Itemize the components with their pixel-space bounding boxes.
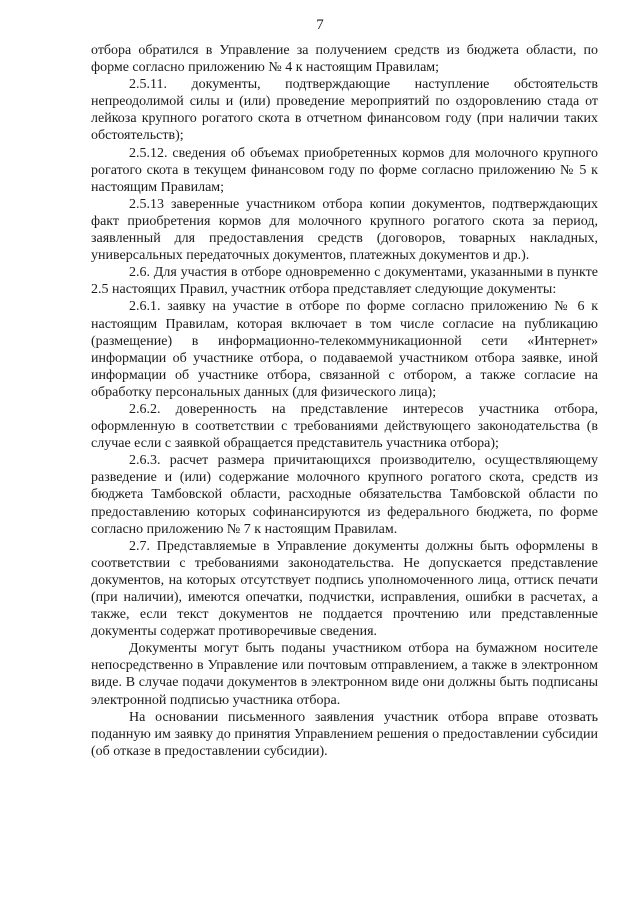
paragraph-2-6-2: 2.6.2. доверенность на представление интересов участника отбора, оформленную в соответствии с требованиями действующего законодательства (в случае если с заявкой обращается представитель участника отбора); xyxy=(91,401,598,452)
paragraph-2-7: 2.7. Представляемые в Управление документы должны быть оформлены в соответствии с требованиями законодательства. Не допускается представление документов, на которых отсутствует подпись уполномоченного лица, оттиск печати (при наличии), имеются опечатки, подчистки, исправления, ошибки в расчетах, а также, если текст документов не поддается прочтению или представленные документы содержат противоречивые сведения. xyxy=(91,538,598,640)
paragraph-withdrawal: На основании письменного заявления участник отбора вправе отозвать поданную им заявку до принятия Управлением решения о предоставлении субсидии (об отказе в предоставлении субсидии). xyxy=(91,709,598,759)
paragraph-2-6-3: 2.6.3. расчет размера причитающихся производителю, осуществляющему разведение и (или) содержание молочного крупного рогатого скота, средств из бюджета Тамбовской области, расходные обязательства Тамбовской области по предоставлению которых софинансируются из федерального бюджета, по форме согласно приложению № 7 к настоящим Правилам. xyxy=(91,453,598,537)
document-body xyxy=(91,42,598,760)
paragraph-2-5-11: 2.5.11. документы, подтверждающие наступление обстоятельств непреодолимой силы и (или) проведение мероприятий по оздоровлению стада от лейкоза крупного рогатого скота в отчетном финансовом году (при наличии таких обстоятельств); xyxy=(91,77,598,144)
paragraph-continuation: отбора обратился в Управление за получением средств из бюджета области, по форме согласно приложению № 4 к настоящим Правилам; xyxy=(91,43,598,76)
paragraph-submission-methods: Документы могут быть поданы участником отбора на бумажном носителе непосредственно в Управление или почтовым отправлением, а также в электронном виде. В случае подачи документов в электронном виде они должны быть подписаны электронной подписью участника отбора. xyxy=(91,641,598,708)
paragraph-2-6-1: 2.6.1. заявку на участие в отборе по форме согласно приложению № 6 к настоящим Правилам, которая включает в том числе согласие на публикацию (размещение) в информационно-телекоммуникационной сети «Интернет» информации об участнике отбора, о подаваемой участником отбора заявке, иной информации об участнике отбора, связанной с отбором, а также согласие на обработку персональных данных (для физического лица); xyxy=(91,299,598,400)
paragraph-2-6: 2.6. Для участия в отборе одновременно с документами, указанными в пункте 2.5 настоящих Правил, участник отбора представляет следующие документы: xyxy=(91,265,598,298)
paragraph-2-5-12: 2.5.12. сведения об объемах приобретенных кормов для молочного крупного рогатого скота в текущем финансовом году по форме согласно приложению № 5 к настоящим Правилам; xyxy=(91,145,598,195)
paragraph-2-5-13: 2.5.13 заверенные участником отбора копии документов, подтверждающих факт приобретения кормов для молочного крупного рогатого скота за период, заявленный для предоставления средств (договоров, товарных накладных, универсальных передаточных документов, платежных документов и др.). xyxy=(91,196,598,264)
page-number: 7 xyxy=(316,17,324,33)
